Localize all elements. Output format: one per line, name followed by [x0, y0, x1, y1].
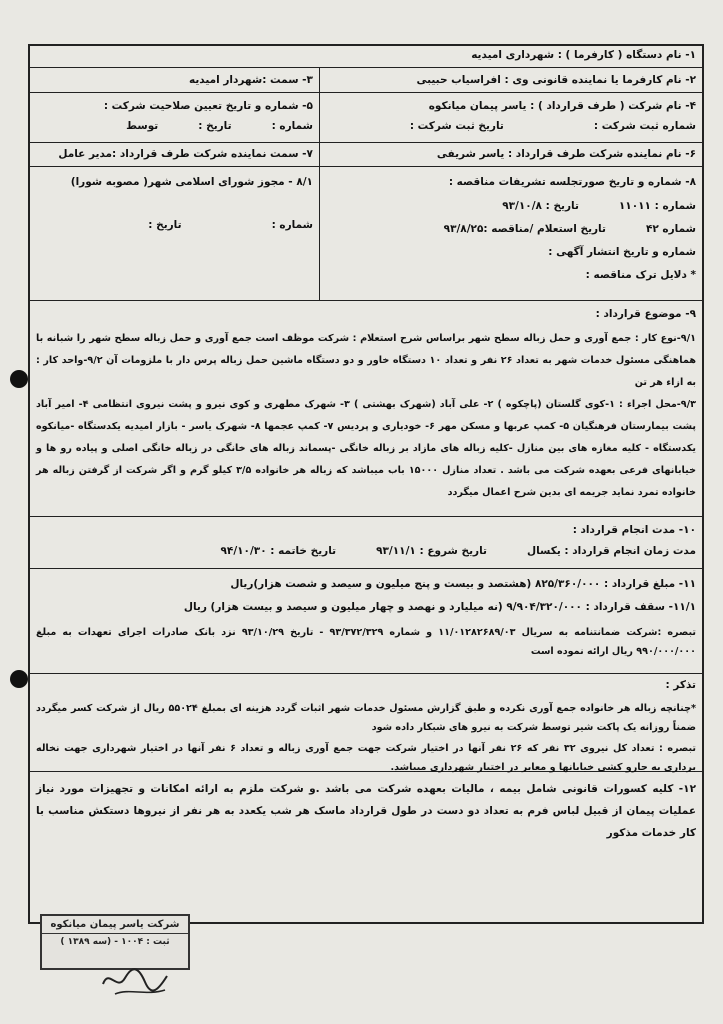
- subject-locations: ۹/۳-محل اجراء : ۱-کوی گلستان (پاچکوه ) ۲- علی آباد (شهرک بهشتی ) ۳- شهرک مطهری و کوی نیرو و پشت نیروی انتظامی ۴- امیر آباد پشت بیمارستان فرهنگیان ۵- کمپ عربها و مسکن مهر ۶- خودیاری و پردیس ۷- کمپ عجمها ۸- شهرک یاسر - بازار امیدیه یکدستگاه -میانکوه یکدستگاه - کلیه مغازه های بین منازل -کلیه زباله های مازاد بر زباله خانگی -پسماند زباله های خانگی در زباله خانگی اصلی و پیاده رو ها و خیابانهای فرعی بعهده شرکت می باشد . تعداد منازل ۱۵۰۰۰ باب میباشد که زباله هر خانواده ۳/۵ کیلو گرم و اگر شرکت از گرفتن زباله هر خانواده تمرد نماید جریمه ای بدین شرح اعمال میگردد: [36, 399, 697, 498]
- employer-rep-name: ۲- نام کارفرما یا نماینده قانونی وی : افراسیاب حبیبی: [416, 74, 696, 86]
- row-company: [30, 93, 702, 143]
- contract-amount: ۱۱- مبلغ قرارداد : ۸۲۵/۳۶۰/۰۰۰ (هشتصد و بیست و پنج میلیون و سیصد و شصت هزار)ریال: [230, 578, 696, 590]
- punch-hole-top: [10, 370, 28, 388]
- reminder-workforce: تبصره : تعداد کل نیروی ۳۲ نفر که ۲۶ نفر آنها در اختیار شرکت جهت جمع آوری زباله و تعداد ۶ نفر آنها در اختیار شهرداری جهت نخاله برداری به جارو کشی خیابانها و معابر در اختیار شهرداری میباشد.: [36, 743, 697, 773]
- guarantee-note: تبصره :شرکت ضمانتنامه به سریال ۱۱/۰۱۲۸۲۶۸۹/۰۳ و شماره ۹۳/۳۷۲/۳۲۹ - تاریخ ۹۳/۱۰/۲۹ نزد بانک صادرات اجرای تعهدات به مبلغ ۹۹۰/۰۰۰/۰۰۰ ریال ارائه نموده است: [36, 627, 696, 657]
- stamp-company-name: شرکت یاسر پیمان میانکوه: [42, 916, 188, 934]
- contract-form: [28, 44, 704, 924]
- qualification-heading: ۵- شماره و تاریخ تعیین صلاحیت شرکت :: [103, 100, 313, 112]
- subject-heading: ۹- موضوع قرارداد :: [595, 308, 696, 320]
- company-registration: [326, 119, 696, 134]
- company-reg-date-label: تاریخ ثبت شرکت :: [409, 120, 504, 132]
- contract-ceiling: ۱۱/۱- سقف قرارداد : ۹/۹۰۴/۳۲۰/۰۰۰ (نه میلیارد و نهصد و چهار میلیون و سیصد و بیست هزار) ریال: [183, 601, 696, 613]
- row-employer-entity: [30, 46, 702, 68]
- company-rep-name: ۶- نام نماینده شرکت طرف قرارداد : یاسر شریفی: [436, 148, 696, 160]
- tender-heading: ۸- شماره و تاریخ صورتجلسه تشریفات مناقصه :: [448, 176, 696, 188]
- company-name: ۴- نام شرکت ( طرف قرارداد ) : یاسر پیمان میانکوه: [428, 100, 696, 112]
- qualification-date-label: تاریخ :: [198, 120, 232, 132]
- qualification-number-label: شماره :: [271, 120, 313, 132]
- council-permit-fields: [36, 218, 313, 233]
- row-subject: [30, 301, 702, 517]
- deductions-text: ۱۲- کلیه کسورات قانونی شامل بیمه ، مالیات بعهده شرکت می باشد .و شرکت ملزم به ارائه امکانات و تجهیزات مورد نیاز عملیات پیمان از قبیل لباس فرم به تعداد دو دست در طول قرارداد ماسک هر شب یکعدد به هر نفر از نیروها دستکش مناسب با کار خدمات مذکور: [36, 783, 696, 839]
- tender-number-date: [326, 199, 696, 214]
- council-permit-heading: ۸/۱ - مجوز شورای اسلامی شهر( مصوبه شورا): [70, 176, 313, 188]
- tender-skip-reason-label: * دلایل ترک مناقصه :: [585, 269, 696, 281]
- council-permit-date-label: تاریخ :: [148, 219, 182, 231]
- signature-mark: [95, 962, 185, 1002]
- duration-start: تاریخ شروع : ۹۳/۱۱/۱: [376, 545, 487, 557]
- stamp-registration: ثبت : ۱۰۰۴ - (سه ۱۳۸۹ ): [60, 937, 170, 947]
- council-permit-number-label: شماره :: [271, 219, 313, 231]
- duration-length: مدت زمان انجام قرارداد : یکسال: [526, 545, 696, 557]
- company-rep-title: ۷- سمت نماینده شرکت طرف قرارداد :مدیر عامل: [58, 148, 313, 160]
- reminder-heading: تذکر :: [665, 679, 696, 691]
- tender-date: تاریخ : ۹۳/۱۰/۸: [502, 200, 579, 212]
- advertisement-label: شماره و تاریخ انتشار آگهی :: [548, 246, 696, 258]
- tender-number: شماره : ۱۱۰۱۱: [618, 200, 696, 212]
- row-reminder: [30, 674, 702, 772]
- subject-work-type: ۹/۱-نوع کار : جمع آوری و حمل زباله سطح شهر براساس شرح استعلام : شرکت موظف است جمع آوری و حمل زباله سطح شهر را شبانه با هماهنگی مسئول خدمات شهر به تعداد ۲۶ نفر و تعداد ۱۰ دستگاه خاور و دو دستگاه ماشین حمل زباله پرس دار با ملزومات آن ۹/۲-واحد کار : به ازاء هر تن: [36, 333, 696, 388]
- row-deductions: [30, 772, 702, 846]
- reminder-penalty: *چنانچه زباله هر خانواده جمع آوری نکرده و طبق گزارش مسئول خدمات شهر اثبات گردد هزینه ای بمبلغ ۵۵۰۲۴ ریال از شرکت کسر میگردد ضمناً روزانه یک پاکت شیر توسط شرکت به نیرو های شبکار داده شود: [36, 703, 697, 733]
- inquiry-date: تاریخ استعلام /مناقصه :۹۳/۸/۲۵: [443, 223, 606, 235]
- row-duration: [30, 517, 702, 569]
- punch-hole-bottom: [10, 670, 28, 688]
- employer-rep-title: ۳- سمت :شهردار امیدیه: [188, 74, 313, 86]
- company-reg-number-label: شماره ثبت شرکت :: [593, 120, 696, 132]
- row-tender: [30, 167, 702, 301]
- inquiry-number-date: [326, 222, 696, 237]
- duration-fields: [36, 544, 696, 559]
- row-amount: [30, 569, 702, 674]
- row-company-rep: [30, 143, 702, 167]
- inquiry-number: شماره ۴۲: [645, 223, 696, 235]
- duration-end: تاریخ خاتمه : ۹۴/۱۰/۳۰: [220, 545, 337, 557]
- qualification-fields: [36, 119, 313, 134]
- employer-entity-text: ۱- نام دستگاه ( کارفرما ) : شهرداری امیدیه: [471, 49, 696, 61]
- qualification-by-label: توسط: [126, 120, 159, 132]
- duration-heading: ۱۰- مدت انجام قرارداد :: [572, 524, 696, 536]
- row-employer-rep: [30, 68, 702, 93]
